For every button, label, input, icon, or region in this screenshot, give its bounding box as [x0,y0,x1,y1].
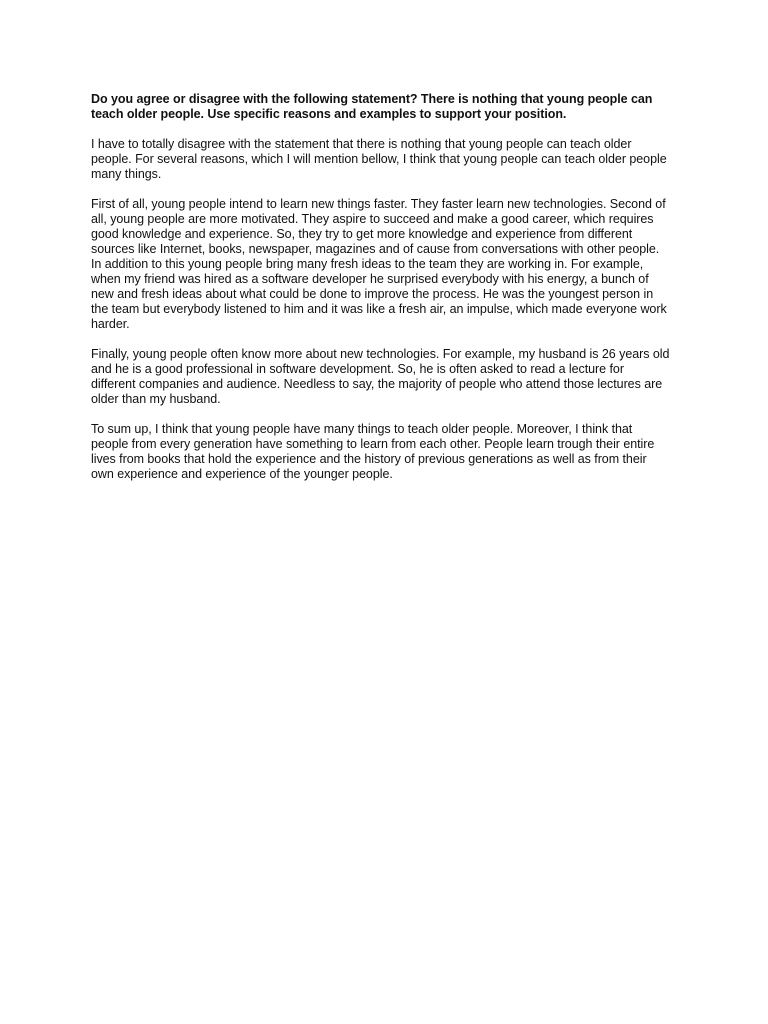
text-line: many things. [91,167,162,181]
paragraph-first-reason [91,197,681,332]
essay-document [91,92,681,497]
text-line: older than my husband. [91,392,221,406]
text-line: different companies and audience. Needless to say, the majority of people who attend those lectures are [91,377,663,391]
text-line: I have to totally disagree with the statement that there is nothing that young people can teach older [91,137,632,151]
text-line: lives from books that hold the experience and the history of previous generations as well as from their [91,452,647,466]
text-line: harder. [91,317,130,331]
text-line: In addition to this young people bring many fresh ideas to the team they are working in. For example, [91,257,644,271]
text-line: First of all, young people intend to learn new things faster. They faster learn new technologies. Second of [91,197,666,211]
text-line: when my friend was hired as a software developer he surprised everybody with his energy, a bunch of [91,272,649,286]
prompt-line: Do you agree or disagree with the following statement? There is nothing that young people can [91,92,653,106]
text-line: sources like Internet, books, newspaper, magazines and of cause from conversations with other people. [91,242,660,256]
text-line: To sum up, I think that young people have many things to teach older people. Moreover, I think that [91,422,633,436]
text-line: new and fresh ideas about what could be done to improve the process. He was the youngest person in [91,287,654,301]
text-line: people. For several reasons, which I will mention bellow, I think that young people can teach older people [91,152,667,166]
paragraph-conclusion [91,422,681,482]
paragraph-introduction [91,137,681,182]
text-line: good knowledge and experience. So, they try to get more knowledge and experience from different [91,227,633,241]
essay-prompt [91,92,681,122]
prompt-line: teach older people. Use specific reasons and examples to support your position. [91,107,567,121]
text-line: and he is a good professional in software development. So, he is often asked to read a lecture for [91,362,624,376]
text-line: all, young people are more motivated. They aspire to succeed and make a good career, which requires [91,212,654,226]
text-line: people from every generation have something to learn from each other. People learn trough their entire [91,437,655,451]
text-line: Finally, young people often know more about new technologies. For example, my husband is 26 years old [91,347,670,361]
text-line: the team but everybody listened to him and it was like a fresh air, an impulse, which made everyone work [91,302,667,316]
text-line: own experience and experience of the younger people. [91,467,393,481]
paragraph-technology-example [91,347,681,407]
